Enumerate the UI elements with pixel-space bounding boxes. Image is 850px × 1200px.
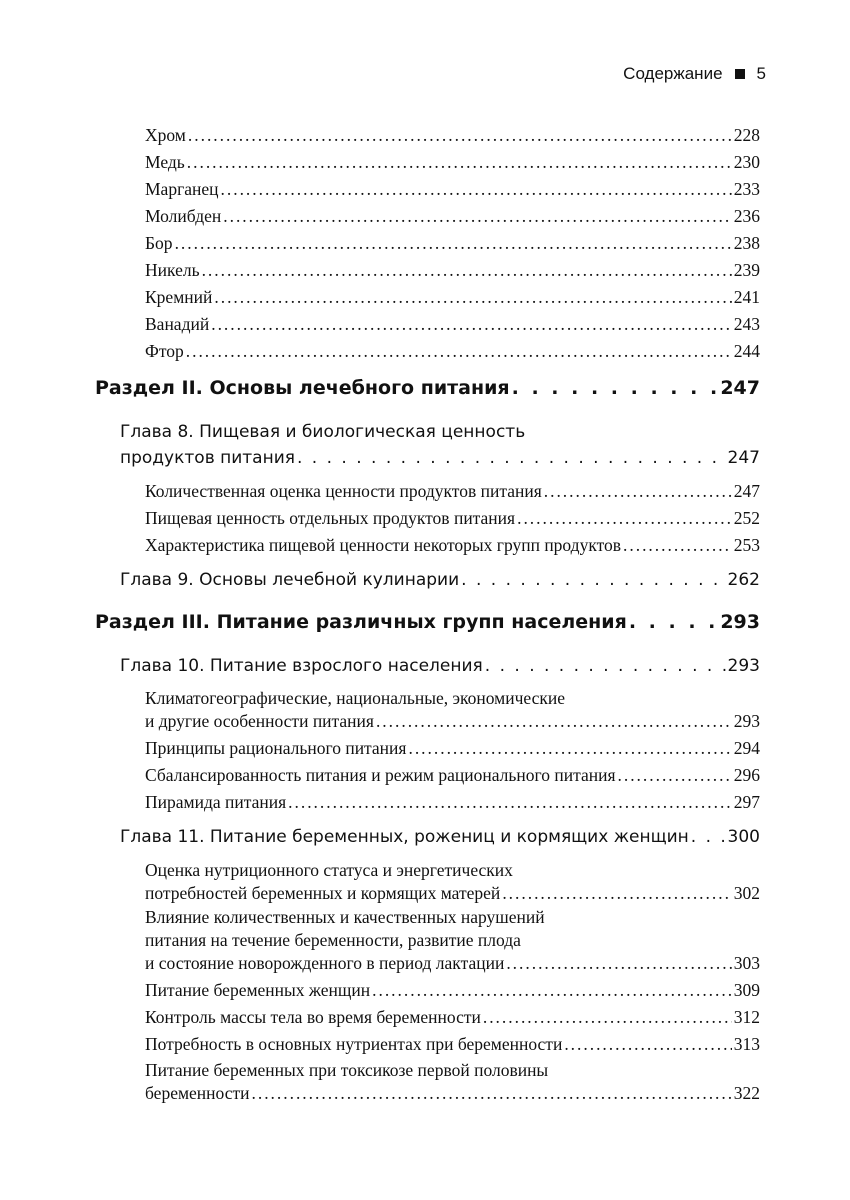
toc-entry-title: Бор [145, 233, 173, 253]
running-header [623, 64, 766, 84]
toc-entry-title: Пищевая ценность отдельных продуктов питания [145, 508, 516, 528]
dot-leader [376, 711, 732, 732]
toc-chapter [120, 827, 760, 847]
toc-entry [145, 1083, 760, 1104]
toc-entry [145, 179, 760, 200]
toc-entry-page: 312 [733, 1007, 760, 1027]
toc-entry [145, 535, 760, 556]
toc-entry-page: 247 [733, 481, 760, 501]
toc-chapter [120, 448, 760, 468]
dot-leader [629, 611, 719, 633]
toc-section-title: Раздел II. Основы лечебного питания [95, 377, 510, 399]
toc-entry-page: 297 [733, 792, 760, 812]
toc-entry [145, 883, 760, 904]
toc-entry-page: 313 [733, 1034, 760, 1054]
toc-entry [145, 152, 760, 173]
toc-entry-title: Хром [145, 125, 186, 145]
toc-section-title: Раздел III. Питание различных групп населения [95, 611, 627, 633]
toc-entry-title: Кремний [145, 287, 213, 307]
toc-entry-page: 303 [733, 953, 760, 973]
toc-entry-title: потребностей беременных и кормящих матерей [145, 883, 501, 903]
toc-entry-page: 239 [733, 260, 760, 280]
toc-entry [145, 260, 760, 281]
toc-entry-title: Марганец [145, 179, 219, 199]
dot-leader [252, 1083, 732, 1104]
toc-entry-page: 228 [733, 125, 760, 145]
toc-entry-title: Принципы рационального питания [145, 738, 407, 758]
toc-entry-page: 253 [733, 535, 760, 555]
toc-entry-page: 230 [733, 152, 760, 172]
dot-leader [502, 883, 731, 904]
toc-chapter-title: Глава 9. Основы лечебной кулинарии [120, 570, 460, 590]
toc-entry [145, 206, 760, 227]
page-number: 5 [756, 64, 766, 83]
toc-entry-title: Фтор [145, 341, 184, 361]
toc-chapter [120, 656, 760, 676]
toc-entry [145, 765, 760, 786]
toc-chapter-title: Глава 10. Питание взрослого населения [120, 656, 483, 676]
toc-chapter-page: 300 [727, 827, 760, 847]
dot-leader [288, 792, 732, 813]
toc-entry [145, 711, 760, 732]
toc-entry-page: 241 [733, 287, 760, 307]
toc-entry-title: Медь [145, 152, 185, 172]
toc-entry [145, 287, 760, 308]
dot-leader [297, 448, 726, 468]
toc-entry [145, 125, 760, 146]
toc-entry-page: 233 [733, 179, 760, 199]
toc-entry [145, 1034, 760, 1055]
toc-entry-title: Пирамида питания [145, 792, 287, 812]
toc-entry-page: 302 [733, 883, 760, 903]
toc-entry-page: 294 [733, 738, 760, 758]
dot-leader [506, 953, 731, 974]
dot-leader [186, 341, 732, 362]
toc-entry-page: 296 [733, 765, 760, 785]
toc-section-page: 247 [720, 377, 760, 399]
toc-entry [145, 233, 760, 254]
toc-entry-title: Ванадий [145, 314, 210, 334]
toc-entry-page: 293 [733, 711, 760, 731]
toc-entry-page: 322 [733, 1083, 760, 1103]
dot-leader [618, 765, 732, 786]
dot-leader [408, 738, 731, 759]
toc-entry-page: 243 [733, 314, 760, 334]
toc-entry-line: Питание беременных при токсикозе первой половины [145, 1060, 549, 1080]
toc-section-page: 293 [720, 611, 760, 633]
toc-chapter-line: Глава 8. Пищевая и биологическая ценность [120, 422, 526, 442]
toc-entry-line: Климатогеографические, национальные, экономические [145, 688, 565, 708]
toc-entry-title: Сбалансированность питания и режим рационального питания [145, 765, 616, 785]
dot-leader [221, 179, 732, 200]
toc-section [95, 611, 760, 633]
dot-leader [223, 206, 732, 227]
toc-entry [145, 953, 760, 974]
dot-leader [517, 508, 732, 529]
toc-entry-page: 238 [733, 233, 760, 253]
dot-leader [188, 125, 732, 146]
dot-leader [483, 1007, 732, 1028]
toc-entry-title: Характеристика пищевой ценности некоторых групп продуктов [145, 535, 622, 555]
dot-leader [461, 570, 725, 590]
toc-entry-line: Оценка нутриционного статуса и энергетических [145, 860, 513, 880]
toc-entry [145, 792, 760, 813]
toc-entry-page: 244 [733, 341, 760, 361]
toc-entry-title: Никель [145, 260, 200, 280]
toc-entry-line: питания на течение беременности, развитие плода [145, 930, 521, 950]
toc-entry-title: Количественная оценка ценности продуктов питания [145, 481, 542, 501]
toc-chapter [120, 570, 760, 590]
header-title: Содержание [623, 64, 723, 83]
dot-leader [485, 656, 726, 676]
toc-entry-page: 236 [733, 206, 760, 226]
dot-leader [175, 233, 732, 254]
toc-chapter-page: 293 [727, 656, 760, 676]
toc-entry [145, 481, 760, 502]
toc-chapter-title: Глава 11. Питание беременных, рожениц и кормящих женщин [120, 827, 689, 847]
toc-entry-title: и состояние новорожденного в период лактации [145, 953, 505, 973]
toc-entry [145, 980, 760, 1001]
toc-entry [145, 1007, 760, 1028]
toc-entry-title: Молибден [145, 206, 222, 226]
toc-entry [145, 314, 760, 335]
toc-entry-title: Потребность в основных нутриентах при беременности [145, 1034, 563, 1054]
dot-leader [623, 535, 732, 556]
toc-entry-page: 309 [733, 980, 760, 1000]
dot-leader [211, 314, 732, 335]
dot-leader [691, 827, 726, 847]
toc-entry-line: Влияние количественных и качественных нарушений [145, 907, 545, 927]
toc-chapter-page: 247 [727, 448, 760, 468]
toc-entry-title: беременности [145, 1083, 250, 1103]
toc-section [95, 377, 760, 399]
toc-chapter-title: продуктов питания [120, 448, 295, 468]
toc-entry [145, 341, 760, 362]
dot-leader [372, 980, 732, 1001]
dot-leader [214, 287, 731, 308]
toc-entry-title: и другие особенности питания [145, 711, 374, 731]
dot-leader [202, 260, 732, 281]
toc-entry-page: 252 [733, 508, 760, 528]
dot-leader [544, 481, 732, 502]
toc-chapter-page: 262 [727, 570, 760, 590]
toc-entry-title: Контроль массы тела во время беременности [145, 1007, 481, 1027]
dot-leader [187, 152, 732, 173]
dot-leader [564, 1034, 731, 1055]
dot-leader [512, 377, 719, 399]
toc-entry [145, 738, 760, 759]
square-bullet-icon [735, 69, 745, 79]
toc-entry [145, 508, 760, 529]
toc-entry-title: Питание беременных женщин [145, 980, 371, 1000]
